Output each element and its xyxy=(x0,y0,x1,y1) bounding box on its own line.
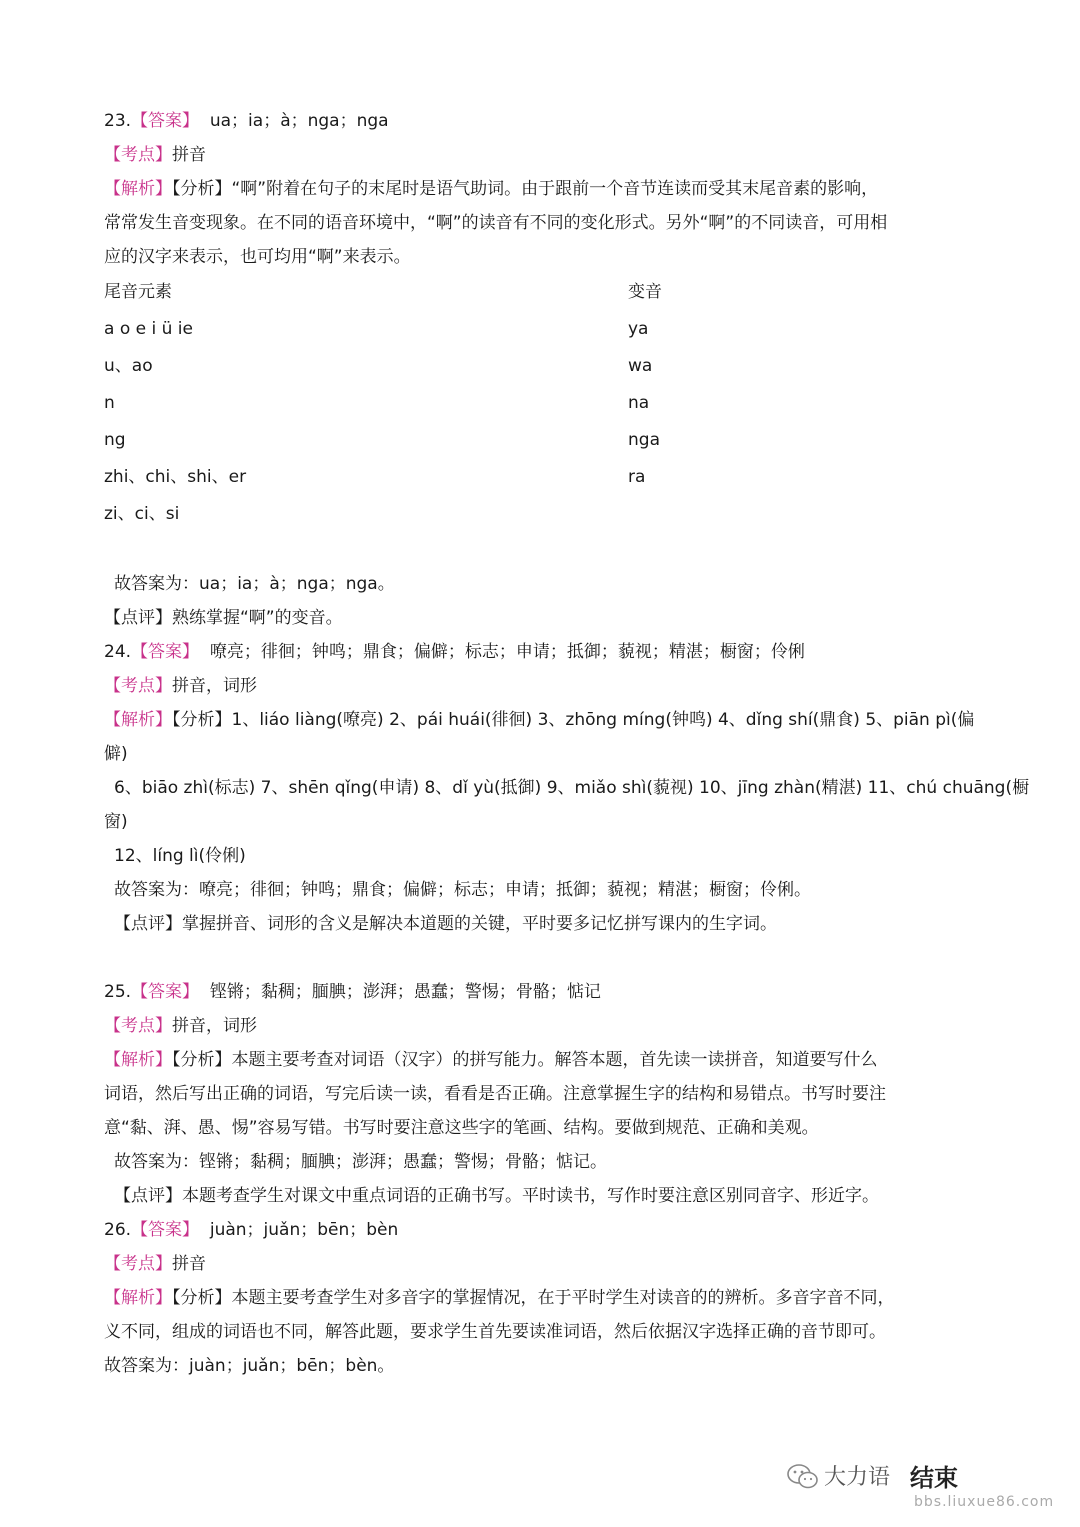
q26-number: 26. xyxy=(104,1220,132,1240)
q23-analysis-line-3: 应的汉字来表示，也可均用“啊”来表示。 xyxy=(104,247,411,267)
analysis-tag: 【解析】 xyxy=(104,1050,172,1070)
q24-analysis-line-3: 6、biāo zhì(标志) 7、shēn qǐng(申请) 8、dǐ yù(抵御) 9、miǎo shì(藐视) 10、jīng zhàn(精湛) 11、chú chuāng(橱 xyxy=(114,778,1030,798)
q25-analysis-1: 【分析】本题主要考查对词语（汉字）的拼写能力。解答本题，首先读一读拼音，知道要写什么 xyxy=(172,1050,878,1070)
wechat-icon xyxy=(786,1462,820,1492)
q23-comment-line xyxy=(104,601,984,635)
q23-analysis-1: 【分析】“啊”附着在句子的末尾时是语气助词。由于跟前一个音节连读而受其末尾音素的影响， xyxy=(172,179,879,199)
q24-analysis-1: 【分析】1、liáo liàng(嘹亮) 2、pái huái(徘徊) 3、zhōng míng(钟鸣) 4、dǐng shí(鼎食) 5、piān pì(偏 xyxy=(172,710,975,730)
table-cell: na xyxy=(628,393,650,413)
table-cell: nga xyxy=(628,430,660,450)
table-cell: ng xyxy=(104,430,126,450)
table-row xyxy=(104,385,984,422)
table-cell: wa xyxy=(628,356,653,376)
document-page xyxy=(104,104,1030,1383)
answer-tag: 【答案】 xyxy=(131,982,200,1002)
q23-point-line xyxy=(104,138,984,172)
watermark-account: 大力语 xyxy=(824,1465,891,1490)
q25-analysis-line-1 xyxy=(104,1043,984,1077)
point-tag: 【考点】 xyxy=(104,145,172,165)
q24-analysis-line-5: 12、líng lì(伶俐) xyxy=(114,846,246,866)
q24-conclusion: 故答案为：嘹亮；徘徊；钟鸣；鼎食；偏僻；标志；申请；抵御；藐视；精湛；橱窗；伶俐。 xyxy=(114,880,811,900)
table-cell: u、ao xyxy=(104,356,153,376)
q26-conclusion: 故答案为：juàn；juǎn；bēn；bèn。 xyxy=(104,1356,395,1376)
q24-comment-line xyxy=(104,907,984,941)
answer-tag: 【答案】 xyxy=(131,1220,200,1240)
analysis-tag: 【解析】 xyxy=(104,1288,172,1308)
comment-tag: 【点评】 xyxy=(114,914,182,934)
comment-tag: 【点评】 xyxy=(104,608,172,628)
table-cell: zi、ci、si xyxy=(104,504,180,524)
watermark xyxy=(786,1454,1076,1524)
q23-comment: 熟练掌握“啊”的变音。 xyxy=(172,608,343,628)
q25-answer-line xyxy=(104,975,984,1009)
q26-answer: juàn；juǎn；bēn；bèn xyxy=(209,1220,399,1240)
table-row xyxy=(104,348,984,385)
watermark-site: bbs.liuxue86.com xyxy=(914,1494,1055,1510)
q25-comment-line xyxy=(104,1179,984,1213)
q26-analysis-line-1 xyxy=(104,1281,984,1315)
q24-comment: 掌握拼音、词形的含义是解决本道题的关键，平时要多记忆拼写课内的生字词。 xyxy=(182,914,777,934)
q23-point: 拼音 xyxy=(172,145,206,165)
q23-answer: ua；ia；à；nga；nga xyxy=(209,111,389,131)
q24-number: 24. xyxy=(104,642,132,662)
table-cell xyxy=(628,496,984,533)
q25-answer: 铿锵；黏稠；腼腆；澎湃；愚蠢；警惕；骨骼；惦记 xyxy=(209,982,601,1002)
table-header xyxy=(104,274,984,311)
watermark-end-text: 结束 xyxy=(910,1464,958,1492)
q24-point-line xyxy=(104,669,984,703)
q23-conclusion: 故答案为：ua；ia；à；nga；nga。 xyxy=(114,574,395,594)
point-tag: 【考点】 xyxy=(104,1254,172,1274)
q25-point-line xyxy=(104,1009,984,1043)
table-cell: zhi、chi、shi、er xyxy=(104,467,247,487)
table-row xyxy=(104,311,984,348)
q25-analysis-line-2: 词语，然后写出正确的词语，写完后读一读，看看是否正确。注意掌握生字的结构和易错点。书写时要注 xyxy=(104,1084,886,1104)
point-tag: 【考点】 xyxy=(104,1016,172,1036)
q24-analysis-line-2: 僻) xyxy=(104,744,128,764)
table-cell: ya xyxy=(628,319,649,339)
q26-point-line xyxy=(104,1247,984,1281)
q24-analysis-line-1 xyxy=(104,703,984,737)
q25-comment: 本题考查学生对课文中重点词语的正确书写。平时读书，写作时要注意区别同音字、形近字。 xyxy=(182,1186,879,1206)
q25-number: 25. xyxy=(104,982,132,1002)
q26-answer-line xyxy=(104,1213,984,1247)
analysis-tag: 【解析】 xyxy=(104,710,172,730)
table-row xyxy=(104,422,984,459)
q23-analysis-line-2: 常常发生音变现象。在不同的语音环境中，“啊”的读音有不同的变化形式。另外“啊”的不同读音，可用相 xyxy=(104,213,888,233)
sound-change-table xyxy=(104,274,984,533)
q25-point: 拼音，词形 xyxy=(172,1016,257,1036)
table-cell: a o e i ü ie xyxy=(104,319,193,339)
table-row xyxy=(104,496,984,533)
q26-point: 拼音 xyxy=(172,1254,206,1274)
table-cell: n xyxy=(104,393,115,413)
q25-conclusion: 故答案为：铿锵；黏稠；腼腆；澎湃；愚蠢；警惕；骨骼；惦记。 xyxy=(114,1152,607,1172)
q24-answer-line xyxy=(104,635,984,669)
answer-tag: 【答案】 xyxy=(131,111,200,131)
q24-analysis-line-4: 窗) xyxy=(104,812,128,832)
q24-point: 拼音，词形 xyxy=(172,676,257,696)
table-header-ending: 尾音元素 xyxy=(104,282,172,302)
q23-number: 23. xyxy=(104,111,132,131)
q23-analysis-line-1 xyxy=(104,172,984,206)
q26-analysis-line-2: 义不同，组成的词语也不同，解答此题，要求学生首先要读准词语，然后依据汉字选择正确的音节即可。 xyxy=(104,1322,886,1342)
table-cell: ra xyxy=(628,467,646,487)
q23-answer-line xyxy=(104,104,984,138)
q26-analysis-1: 【分析】本题主要考查学生对多音字的掌握情况，在于平时学生对读音的的辨析。多音字音不同， xyxy=(172,1288,895,1308)
point-tag: 【考点】 xyxy=(104,676,172,696)
q25-analysis-line-3: 意“黏、湃、愚、惕”容易写错。书写时要注意这些字的笔画、结构。要做到规范、正确和美观。 xyxy=(104,1118,819,1138)
comment-tag: 【点评】 xyxy=(114,1186,182,1206)
table-header-change: 变音 xyxy=(628,282,662,302)
q24-answer: 嘹亮；徘徊；钟鸣；鼎食；偏僻；标志；申请；抵御；藐视；精湛；橱窗；伶俐 xyxy=(209,642,805,662)
answer-tag: 【答案】 xyxy=(131,642,200,662)
table-row xyxy=(104,459,984,496)
analysis-tag: 【解析】 xyxy=(104,179,172,199)
